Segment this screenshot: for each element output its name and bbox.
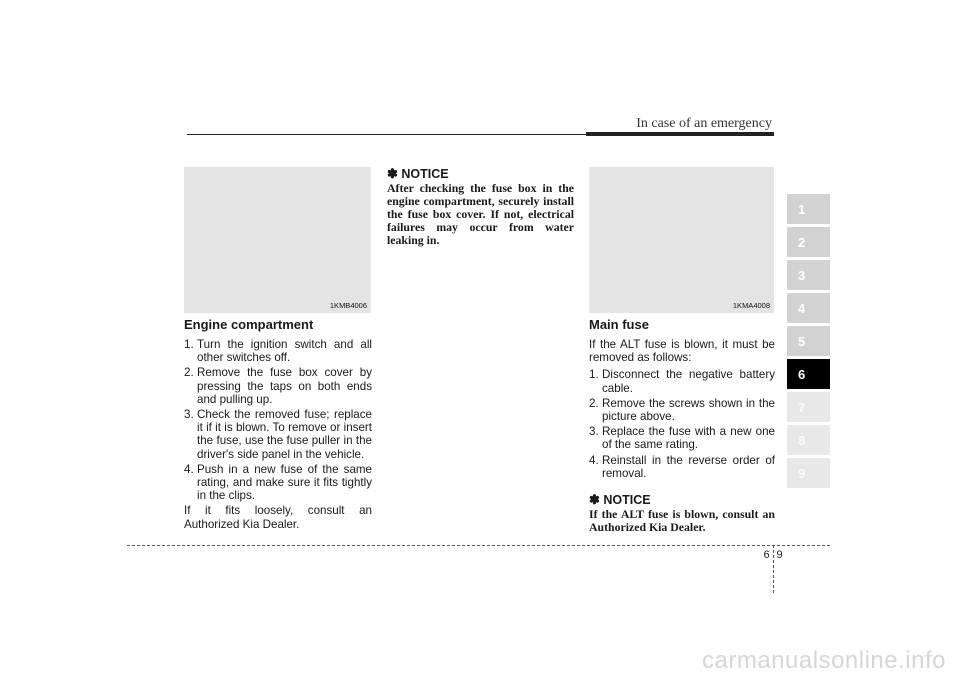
header-rule-bold — [586, 132, 774, 136]
chapter-tab-5[interactable]: 5 — [787, 326, 830, 356]
main-fuse-steps — [589, 368, 775, 480]
chapter-tab-6[interactable]: 6 — [787, 359, 830, 389]
chapter-tab-8[interactable]: 8 — [787, 425, 830, 455]
chapter-tab-1[interactable]: 1 — [787, 194, 830, 224]
list-item: 1. Turn the ignition switch and all other switches off. — [184, 338, 372, 365]
list-item: 2. Remove the screws shown in the picture above. — [589, 396, 775, 424]
chapter-tab-4[interactable]: 4 — [787, 293, 830, 323]
engine-note: If it fits loosely, consult an Authorized Kia Dealer. — [184, 504, 372, 531]
page-header-title: In case of an emergency — [636, 116, 772, 131]
image-code: 1KMA4008 — [732, 301, 770, 310]
list-item: 4. Push in a new fuse of the same rating, and make sure it fits tightly in the clips. — [184, 462, 372, 503]
list-item: 4. Reinstall in the reverse order of removal. — [589, 453, 775, 480]
notice-star-icon: ✽ — [589, 492, 600, 508]
chapter-tab-7[interactable]: 7 — [787, 392, 830, 422]
engine-compartment-image — [184, 167, 371, 313]
main-fuse-section — [589, 317, 775, 534]
notice-text: After checking the fuse box in the engine compartment, securely install the fuse box cover. If not, electrical failures may occur from water leaking in. — [387, 181, 574, 247]
engine-steps — [184, 338, 372, 502]
image-code: 1KMB4006 — [329, 301, 367, 310]
notice-star-icon: ✽ — [387, 166, 398, 181]
chapter-tab-3[interactable]: 3 — [787, 260, 830, 290]
engine-compartment-section — [184, 317, 372, 531]
page-number — [760, 549, 786, 561]
footer-rule — [127, 545, 830, 546]
page-number-value: 9 — [776, 549, 783, 561]
notice-fuse-cover — [387, 166, 574, 247]
main-fuse-image — [589, 167, 774, 313]
section-heading: Engine compartment — [184, 317, 314, 332]
list-item: 3. Check the removed fuse; replace it if it is blown. To remove or insert the fuse, use the fuse puller in the driver's side panel in the vehicle. — [184, 408, 372, 461]
header-rule — [187, 134, 586, 135]
notice-text: If the ALT fuse is blown, consult an Authorized Kia Dealer. — [589, 507, 775, 535]
chapter-number: 6 — [763, 549, 770, 561]
list-item: 3. Replace the fuse with a new one of the same rating. — [589, 425, 775, 452]
notice-heading: ✽ NOTICE — [589, 492, 651, 508]
notice-alt-fuse — [589, 492, 775, 534]
chapter-tab-9[interactable]: 9 — [787, 458, 830, 488]
notice-heading: ✽ NOTICE — [387, 166, 449, 181]
watermark: carmanualsonline.info — [702, 647, 946, 674]
list-item: 1. Disconnect the negative battery cable. — [589, 368, 775, 395]
section-heading: Main fuse — [589, 317, 649, 332]
chapter-tabs — [787, 194, 830, 491]
list-item: 2. Remove the fuse box cover by pressing the taps on both ends and pulling up. — [184, 366, 372, 406]
chapter-tab-2[interactable]: 2 — [787, 227, 830, 257]
main-fuse-intro: If the ALT fuse is blown, it must be removed as follows: — [589, 338, 775, 365]
